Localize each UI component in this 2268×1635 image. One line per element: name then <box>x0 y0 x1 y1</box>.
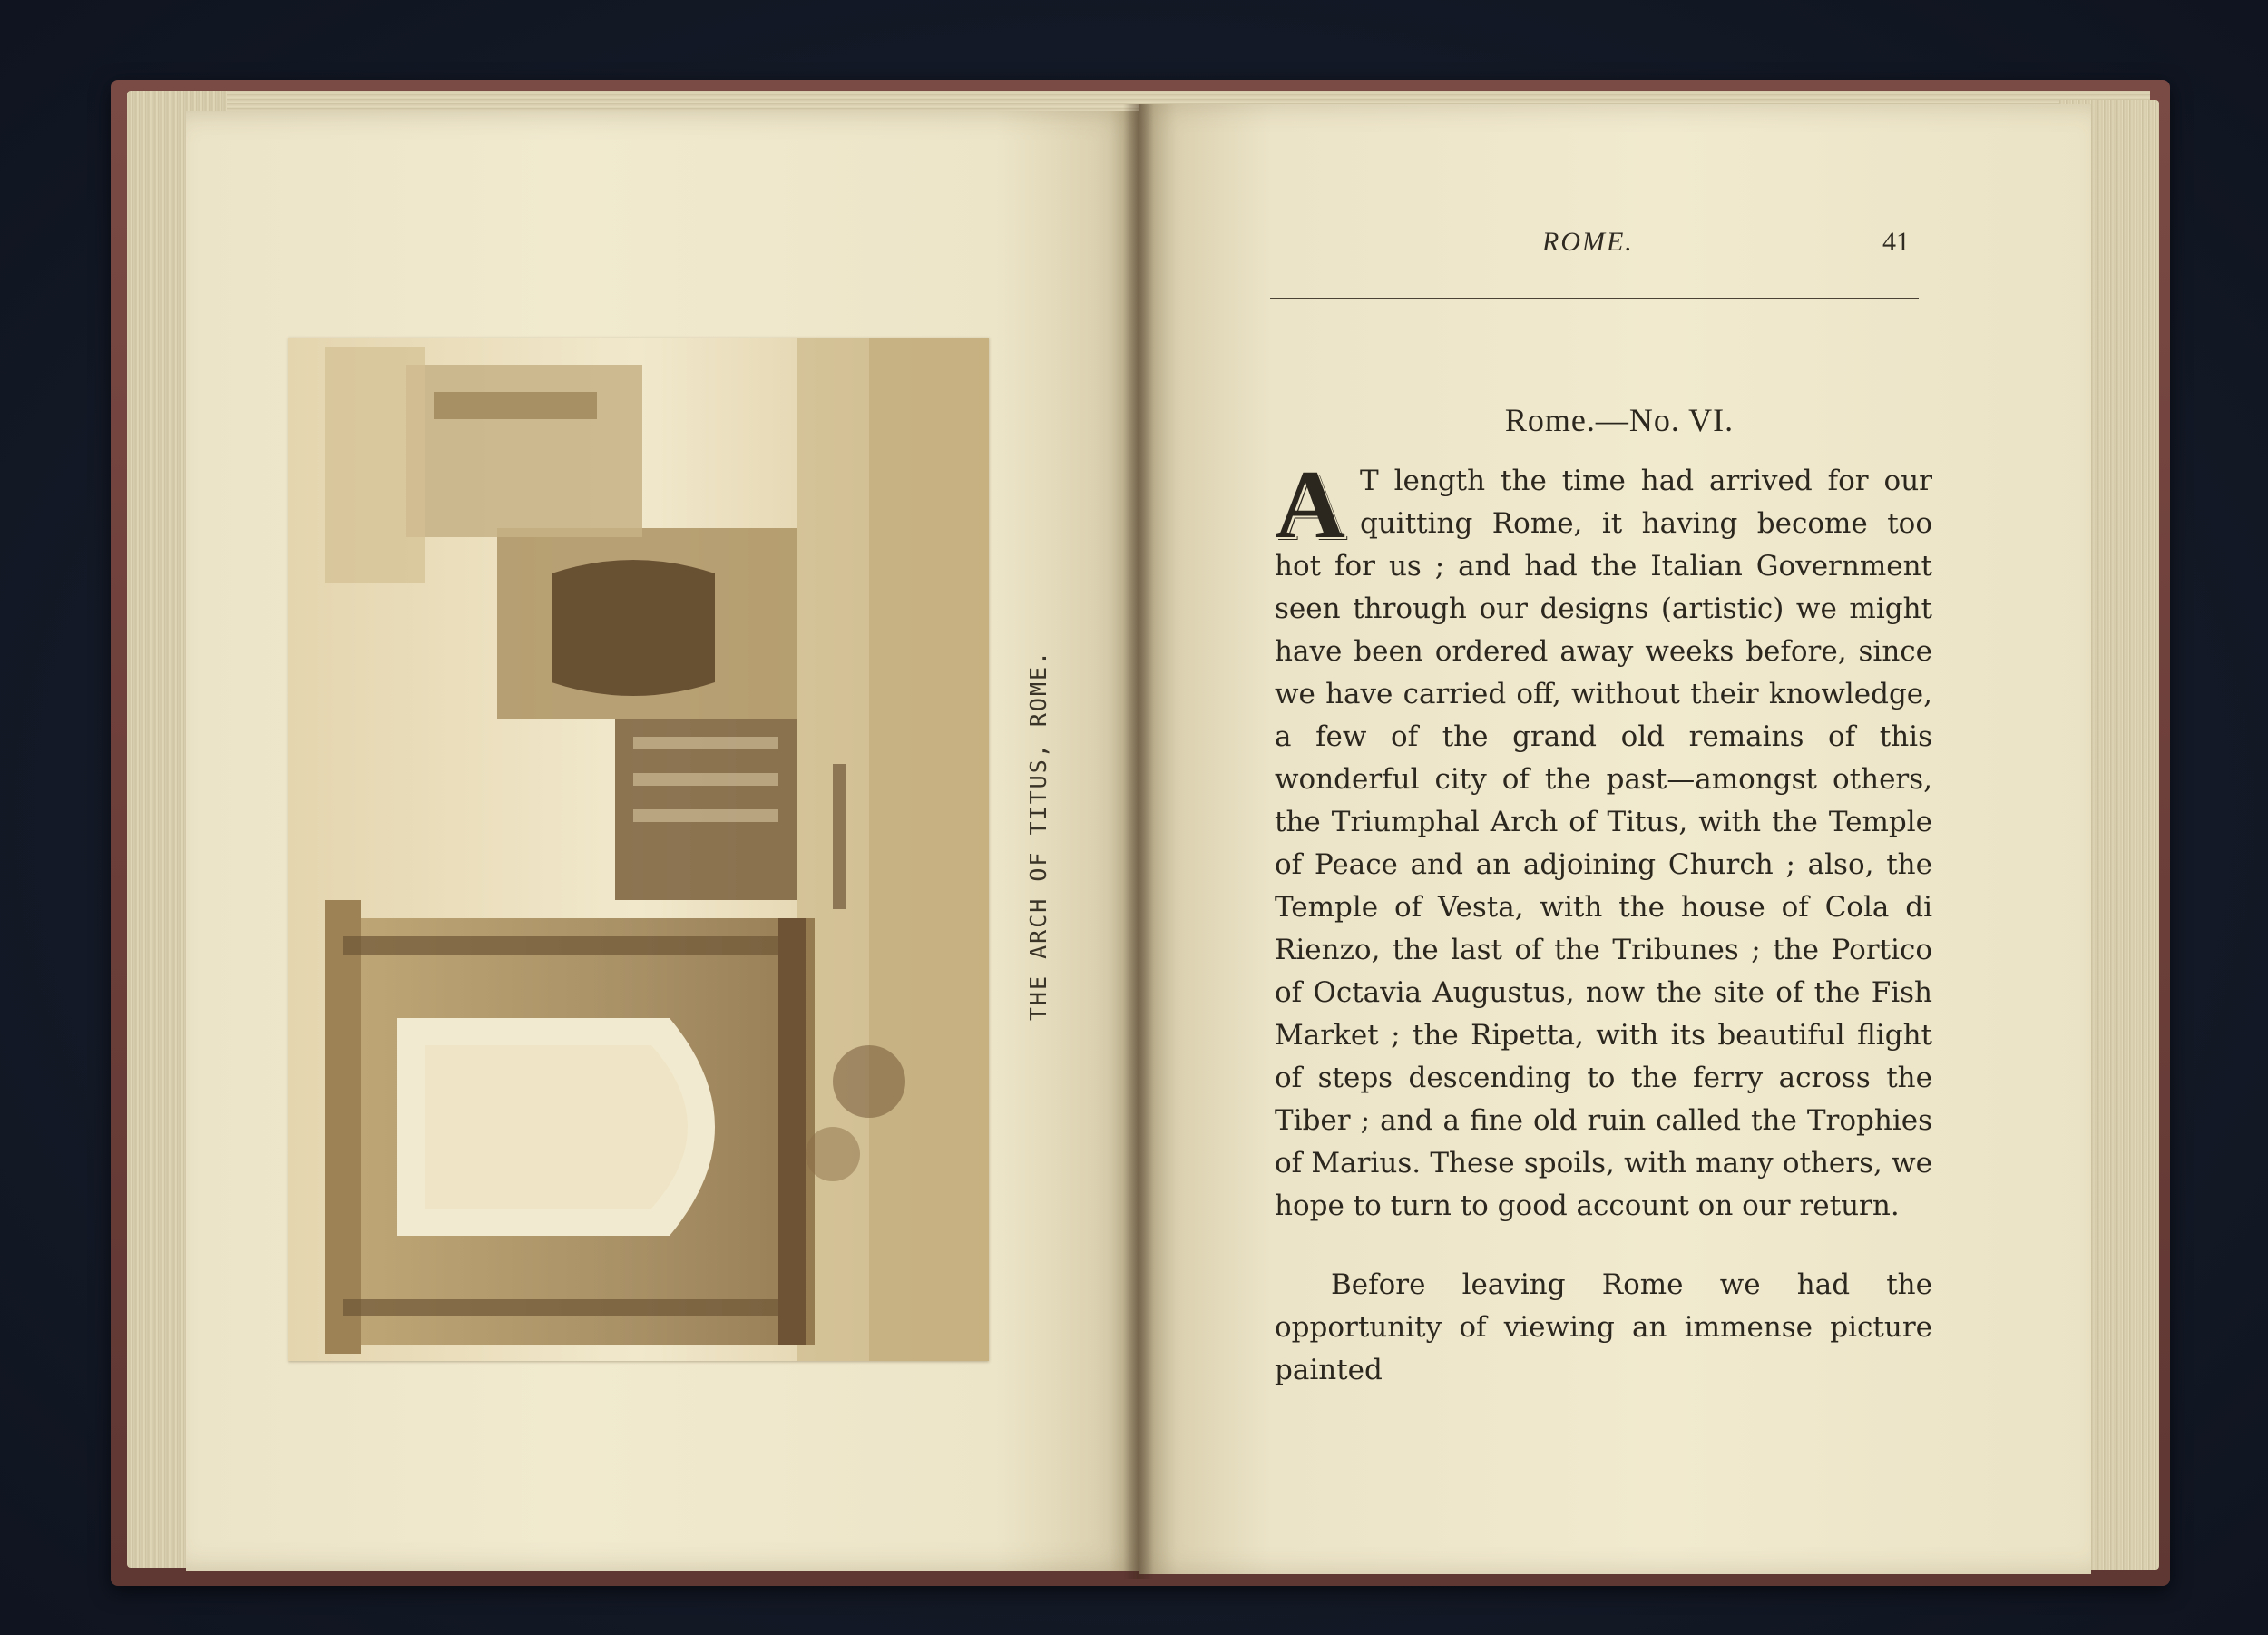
plate-caption-text: THE ARCH OF TITUS, ROME. <box>1025 649 1052 1021</box>
paragraph-1-text: T length the time had arrived for our quitting Rome, it having become too hot for us ; and had the Italian Government seen through our designs (artistic) we might have been ordered away weeks before, since we have carried off, without their knowledge, a few of the grand old remains of this wonderful city of the past—amongst others, the Triumphal Arch of Titus, with the Temple of Peace and an adjoining Church ; also, the Temple of Vesta, with the house of Cola di Rienzo, the last of the Tribunes ; the Portico of Octavia Augustus, now the site of the Fish Market ; the Ripetta, with its beautiful flight of steps descending to the ferry across the Tiber ; and a fine old ruin called the Trophies of Marius. These spoils, with many others, we hope to turn to good account on our return. <box>1275 465 1932 1222</box>
arch-photograph-image <box>288 338 989 1361</box>
header-rule <box>1270 298 1919 299</box>
book-gutter <box>1123 104 1154 1579</box>
page-number: 41 <box>1882 227 1910 257</box>
plate-caption <box>1012 381 1066 1288</box>
arch-photograph <box>288 338 989 1361</box>
body-text <box>1275 399 1932 1392</box>
paragraph-2: Before leaving Rome we had the opportunity of viewing an immense picture painted <box>1275 1268 1932 1386</box>
paragraph-1 <box>1275 451 1932 1228</box>
drop-cap: A <box>1275 451 1345 559</box>
running-head: ROME. <box>1542 227 1634 257</box>
chapter-title: Rome.—No. VI. <box>1504 402 1735 438</box>
